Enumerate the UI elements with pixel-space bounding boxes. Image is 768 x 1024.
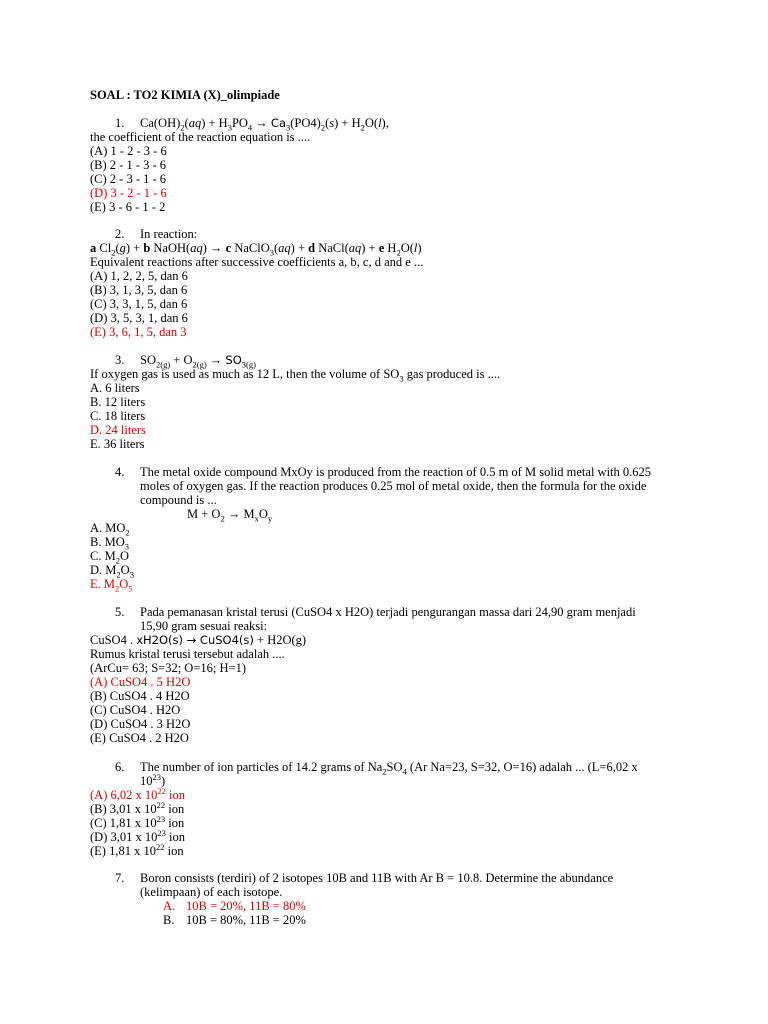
q5-option-d: (D) CuSO4 . 3 H2O xyxy=(90,717,191,731)
q2-number: 2. xyxy=(115,227,125,241)
q4-option-a: A. $MO_2$ xyxy=(90,521,130,538)
q5-line4: (ArCu= 63; S=32; O=16; H=1) xyxy=(90,661,246,675)
q7-option-a-answer: 10B = 20%, 11B = 80% xyxy=(186,899,306,913)
q1-option-d-answer: (D) 3 - 2 - 1 - 6 xyxy=(90,186,167,200)
q2-option-c: (C) 3, 3, 1, 5, dan 6 xyxy=(90,297,188,311)
q4-number: 4. xyxy=(115,465,125,479)
q5-line3: Rumus kristal terusi tersebut adalah .... xyxy=(90,647,285,661)
q2-option-e-answer: (E) 3, 6, 1, 5, dan 3 xyxy=(90,325,187,339)
q5-option-a-answer: (A) CuSO4 . 5 H2O xyxy=(90,675,191,689)
q5-option-b: (B) CuSO4 . 4 H2O xyxy=(90,689,190,703)
q1-equation: $Ca(OH)_2(aq) + H_3PO_4 \to Ca_3(PO4)_2(s) + H_2O(l)$, xyxy=(140,116,389,133)
q5-equation: CuSO4 . xH2O(s) → CuSO4(s) + H2O(g) xyxy=(90,633,307,647)
q3-question: If oxygen gas is used as much as 12 L, then the volume of $SO_3$ gas produced is .... xyxy=(90,367,501,384)
q3-option-b: B. 12 liters xyxy=(90,395,146,409)
q4-option-b: B. $MO_3$ xyxy=(90,535,129,552)
q4-equation: $M + O_2 \to M_xO_y$ xyxy=(187,507,273,524)
q6-option-e: (E) 1,81 x $10^{22}$ ion xyxy=(90,841,184,858)
q7-number: 7. xyxy=(115,871,125,885)
q3-option-d-answer: D. 24 liters xyxy=(90,423,146,437)
q5-option-c: (C) CuSO4 . H2O xyxy=(90,703,181,717)
q2-option-b: (B) 3, 1, 3, 5, dan 6 xyxy=(90,283,188,297)
q6-option-a-answer: (A) 6,02 x $10^{22}$ ion xyxy=(90,785,185,802)
document-title: SOAL : TO2 KIMIA (X)_olimpiade xyxy=(90,88,280,102)
q4-option-c: C. $M_2O$ xyxy=(90,549,129,566)
q7-line2: (kelimpaan) of each isotope. xyxy=(140,885,283,899)
q5-line1: Pada pemanasan kristal terusi (CuSO4 x H2O) terjadi pengurangan massa dari 24,90 gram menjadi xyxy=(140,605,636,619)
q7-line1: Boron consists (terdiri) of 2 isotopes 10B and 11B with Ar B = 10.8. Determine the abundance xyxy=(140,871,614,885)
q1-number: 1. xyxy=(115,116,125,130)
q2-intro: In reaction: xyxy=(140,227,198,241)
q4-option-d: D. $M_2O_3$ xyxy=(90,563,134,580)
q4-line3: compound is ... xyxy=(140,493,217,507)
q1-question: the coefficient of the reaction equation is .... xyxy=(90,130,311,144)
q6-option-c: (C) 1,81 x $10^{23}$ ion xyxy=(90,813,185,830)
q3-equation: $SO_{2(g)} + O_{2(g)} \to SO_{3(g)}$ xyxy=(140,353,256,370)
q6-line1: The number of ion particles of 14.2 grams of $Na_2SO_4$ (Ar Na=23, S=32, O=16) adalah ... (L=6,02 x xyxy=(140,760,638,777)
q7-option-b: 10B = 80%, 11B = 20% xyxy=(186,913,306,927)
q5-option-e: (E) CuSO4 . 2 H2O xyxy=(90,731,189,745)
q1-option-a: (A) 1 - 2 - 3 - 6 xyxy=(90,144,167,158)
q4-option-e-answer: E. $M_2O_5$ xyxy=(90,577,133,594)
q2-question: Equivalent reactions after successive coefficients a, b, c, d and e ... xyxy=(90,255,424,269)
q1-option-b: (B) 2 - 1 - 3 - 6 xyxy=(90,158,167,172)
q4-line2: moles of oxygen gas. If the reaction produces 0.25 mol of metal oxide, then the formula for the oxide xyxy=(140,479,647,493)
q3-option-a: A. 6 liters xyxy=(90,381,140,395)
q6-line2: $10^{23}$) xyxy=(140,771,166,788)
q6-number: 6. xyxy=(115,760,125,774)
q3-number: 3. xyxy=(115,353,125,367)
q1-option-c: (C) 2 - 3 - 1 - 6 xyxy=(90,172,167,186)
q5-line2: 15,90 gram sesuai reaksi: xyxy=(140,619,268,633)
q2-option-d: (D) 3, 5, 3, 1, dan 6 xyxy=(90,311,188,325)
q7-option-a-label: A. xyxy=(163,899,176,913)
q1-option-e: (E) 3 - 6 - 1 - 2 xyxy=(90,200,166,214)
q6-option-b: (B) 3,01 x $10^{22}$ ion xyxy=(90,799,185,816)
q2-option-a: (A) 1, 2, 2, 5, dan 6 xyxy=(90,269,188,283)
q3-option-c: C. 18 liters xyxy=(90,409,146,423)
q7-option-b-label: B. xyxy=(163,913,175,927)
q3-option-e: E. 36 liters xyxy=(90,437,145,451)
q4-line1: The metal oxide compound MxOy is produced from the reaction of 0.5 m of M solid metal with 0.625 xyxy=(140,465,652,479)
q6-option-d: (D) 3,01 x $10^{23}$ ion xyxy=(90,827,185,844)
q5-number: 5. xyxy=(115,605,125,619)
q2-reaction: a $Cl_2(g) + b$ NaOH(aq) → c NaClO$_3$(aq) + d NaCl(aq) + e $H_2O(l)$ xyxy=(90,241,422,258)
